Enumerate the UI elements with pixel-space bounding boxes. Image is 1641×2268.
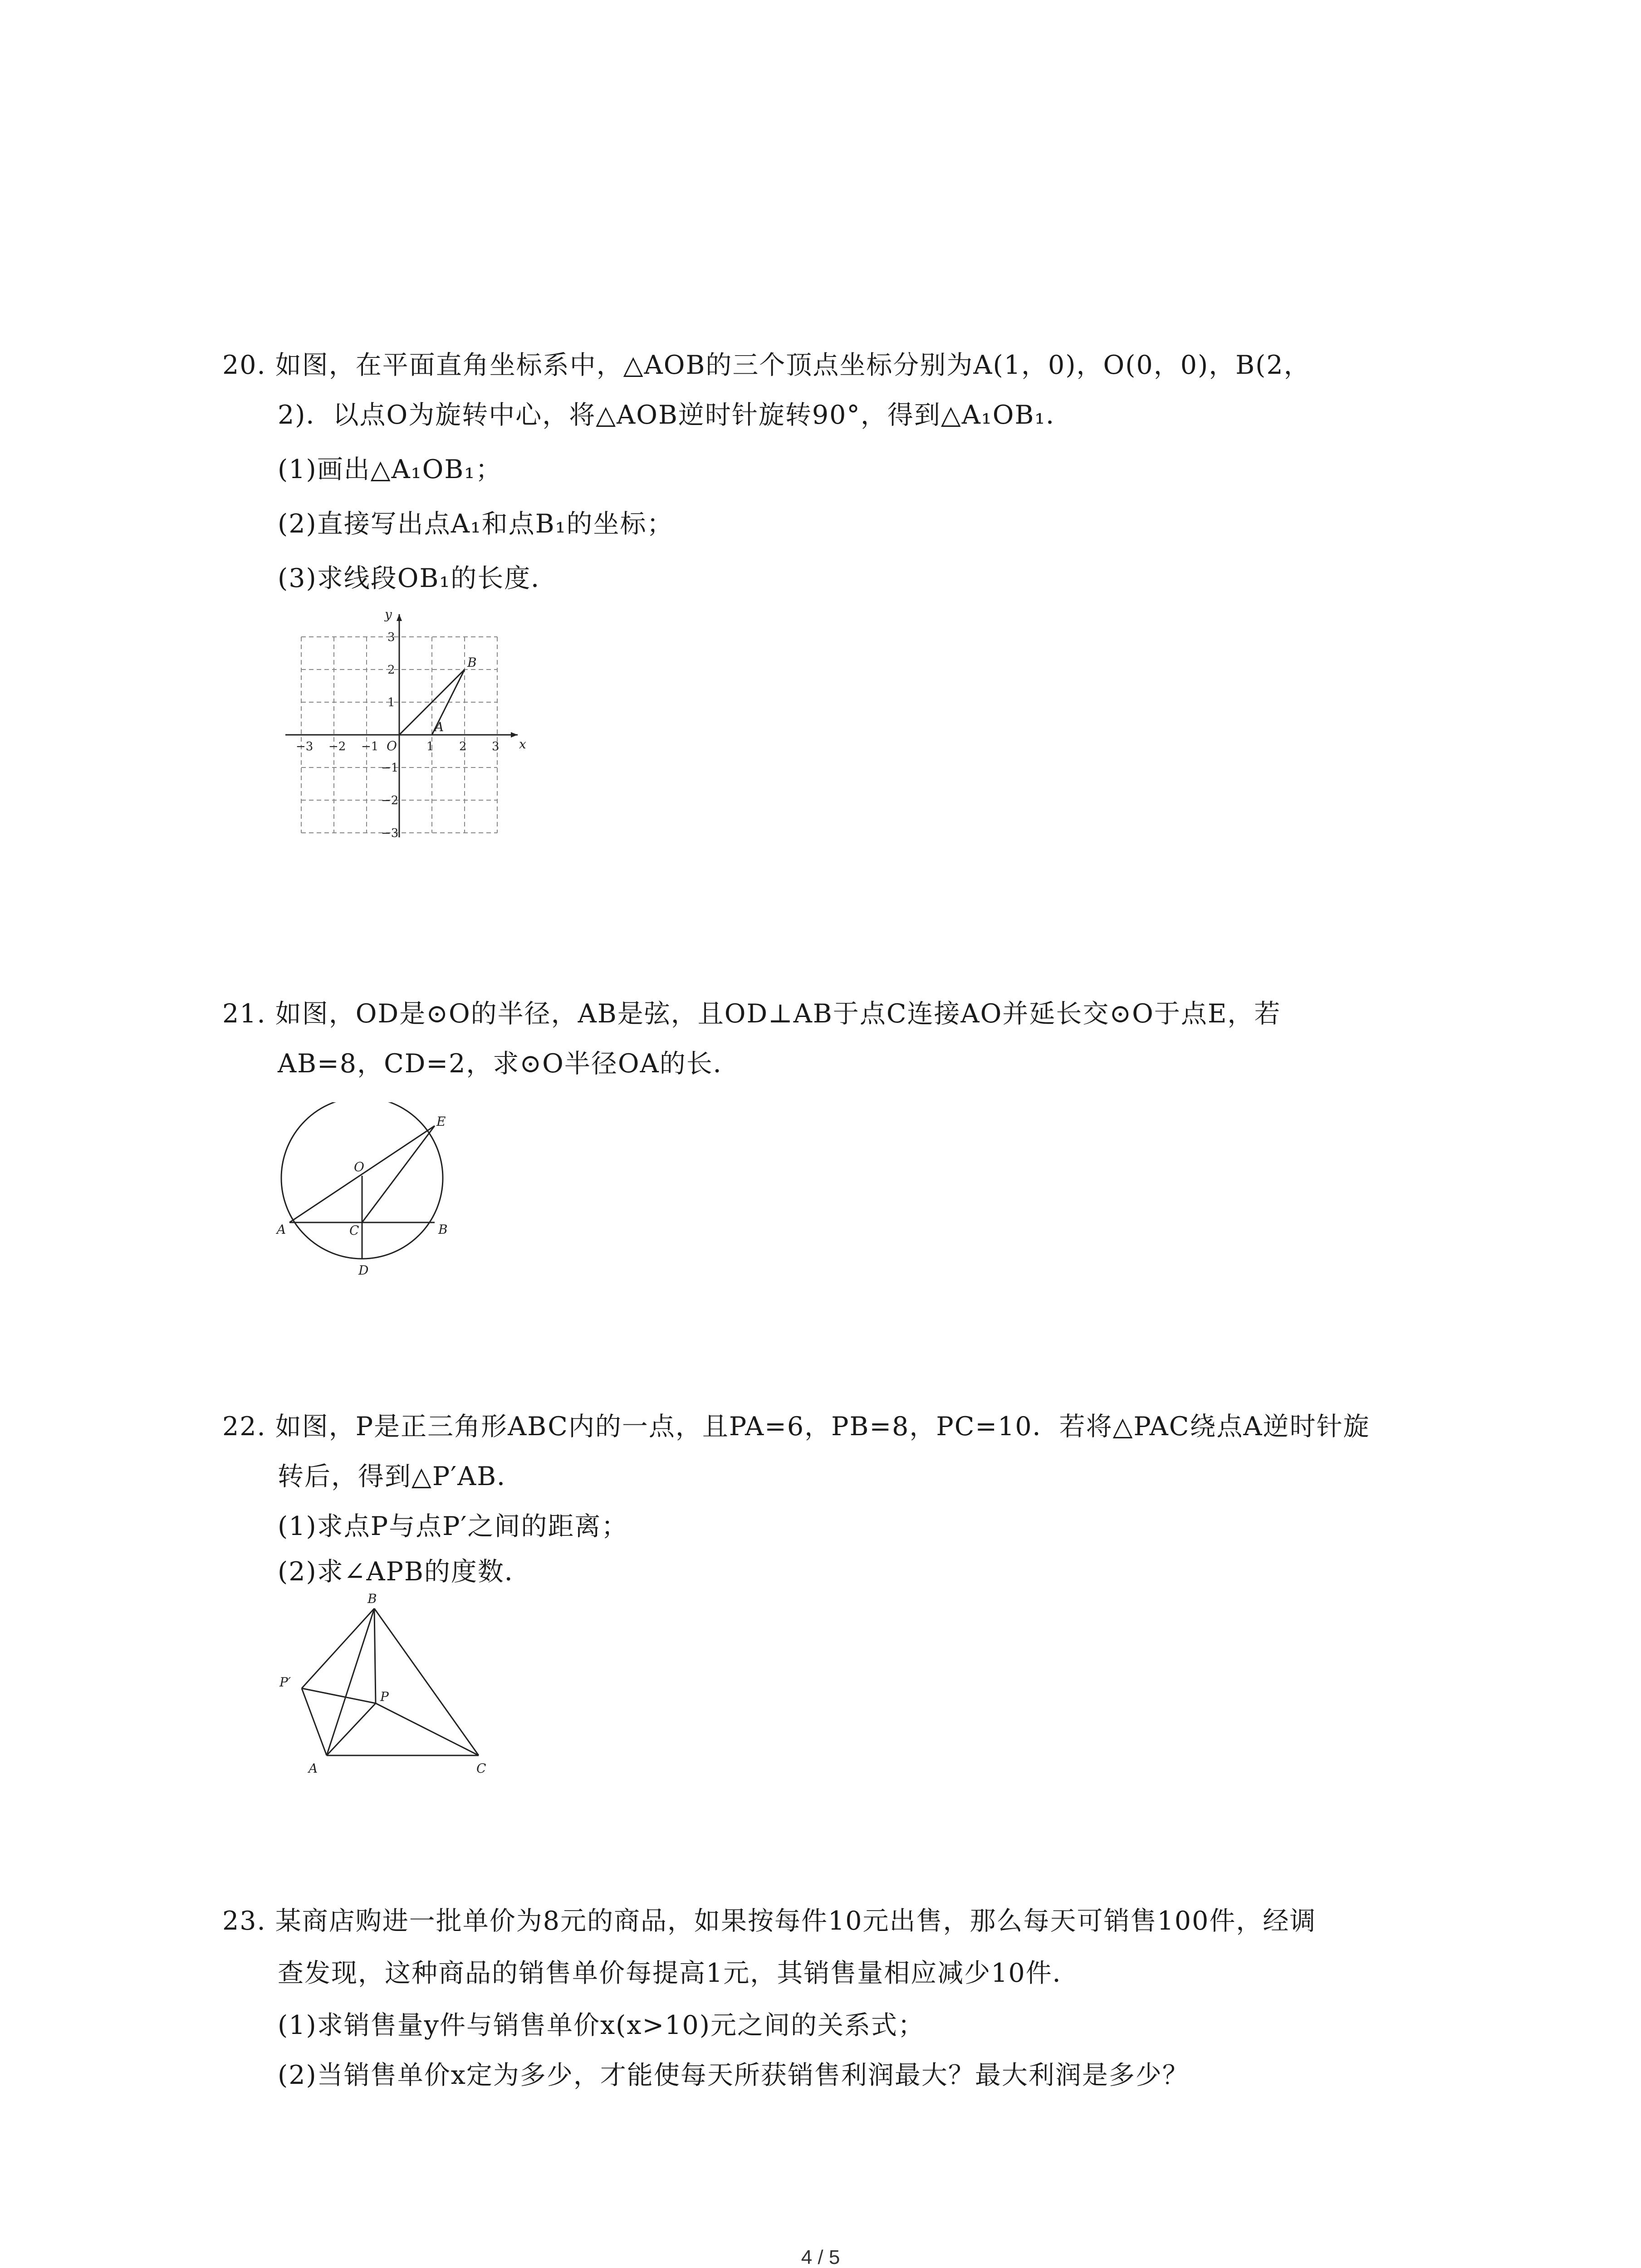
y-tick-label: −1 bbox=[381, 761, 399, 775]
y-tick-label: 2 bbox=[387, 663, 395, 677]
segment-ap bbox=[327, 1703, 376, 1755]
point-label-o: O bbox=[354, 1159, 364, 1174]
q20-line1: 20. 如图，在平面直角坐标系中，△AOB的三个顶点坐标分别为A(1，0)，O(0，0)，B(2， bbox=[222, 350, 1311, 380]
point-label-a: A bbox=[277, 1222, 286, 1237]
x-tick-label: −2 bbox=[328, 740, 346, 753]
q22-line2: 转后，得到△P′AB． bbox=[278, 1461, 524, 1491]
point-label-b: B bbox=[367, 1592, 377, 1606]
q21-line2: AB=8，CD=2，求⊙O半径OA的长． bbox=[278, 1049, 740, 1079]
point-label-c: C bbox=[476, 1761, 486, 1776]
point-label-b: B bbox=[438, 1222, 448, 1237]
page-number: 4 / 5 bbox=[801, 2246, 840, 2268]
q22-part2: (2)求∠APB的度数． bbox=[278, 1557, 531, 1587]
origin-label: O bbox=[387, 738, 397, 753]
x-tick-label: 3 bbox=[492, 740, 500, 753]
x-tick-label: 2 bbox=[459, 740, 467, 753]
x-tick-label: −3 bbox=[296, 740, 314, 753]
point-label-c: C bbox=[349, 1223, 359, 1238]
y-axis-label: y bbox=[385, 608, 392, 622]
y-tick-label: −3 bbox=[381, 826, 399, 840]
point-label-p: P bbox=[380, 1689, 389, 1704]
q20-part2: (2)直接写出点A₁和点B₁的坐标； bbox=[278, 509, 674, 539]
line-ce bbox=[362, 1126, 435, 1222]
side-bc bbox=[374, 1608, 479, 1755]
segment-cp bbox=[376, 1703, 479, 1755]
y-tick-label: 1 bbox=[387, 696, 395, 709]
point-label-e: E bbox=[436, 1114, 446, 1129]
q22-line1: 22. 如图，P是正三角形ABC内的一点，且PA=6，PB=8，PC=10．若将△PAC绕点A逆时针旋 bbox=[222, 1412, 1370, 1442]
q22-triangle-figure bbox=[272, 1592, 508, 1783]
x-tick-label: −1 bbox=[361, 740, 379, 753]
q23-line1: 23. 某商店购进一批单价为8元的商品，如果按每件10元出售，那么每天可销售100件，经调 bbox=[222, 1906, 1317, 1936]
point-label-b: B bbox=[467, 655, 477, 670]
point-label-p-prime: P′ bbox=[279, 1675, 291, 1690]
point-label-d: D bbox=[358, 1263, 369, 1278]
q20-part3: (3)求线段OB₁的长度． bbox=[278, 563, 558, 593]
q20-part1: (1)画出△A₁OB₁； bbox=[278, 455, 503, 484]
q21-line1: 21. 如图，OD是⊙O的半径，AB是弦，且OD⊥AB于点C连接AO并延长交⊙O于点E，若 bbox=[222, 999, 1281, 1029]
point-label-a: A bbox=[309, 1761, 318, 1776]
segment-ap-prime bbox=[302, 1688, 327, 1755]
q22-part1: (1)求点P与点P′之间的距离； bbox=[278, 1511, 628, 1541]
segment-bp bbox=[374, 1608, 376, 1703]
q20-line2: 2)．以点O为旋转中心，将△AOB逆时针旋转90°，得到△A₁OB₁． bbox=[278, 400, 1073, 430]
q23-part2: (2)当销售单价x定为多少，才能使每天所获销售利润最大？最大利润是多少？ bbox=[278, 2060, 1189, 2090]
y-tick-label: −2 bbox=[381, 794, 399, 807]
x-axis-arrow bbox=[511, 732, 518, 738]
segment-bp-prime bbox=[302, 1608, 374, 1688]
segment-pp-prime bbox=[302, 1688, 376, 1703]
side-ab bbox=[327, 1608, 374, 1755]
q23-part1: (1)求销售量y件与销售单价x(x>10)元之间的关系式； bbox=[278, 2010, 925, 2040]
q20-axes bbox=[285, 614, 518, 837]
q21-circle-figure bbox=[272, 1102, 481, 1284]
x-tick-label: 1 bbox=[426, 740, 434, 753]
q20-coordinate-figure bbox=[281, 608, 554, 862]
point-label-a: A bbox=[435, 719, 444, 734]
y-axis-arrow bbox=[397, 614, 402, 621]
x-axis-label: x bbox=[519, 737, 526, 752]
q23-line2: 查发现，这种商品的销售单价每提高1元，其销售量相应减少10件． bbox=[278, 1958, 1079, 1988]
y-tick-label: 3 bbox=[387, 631, 395, 644]
